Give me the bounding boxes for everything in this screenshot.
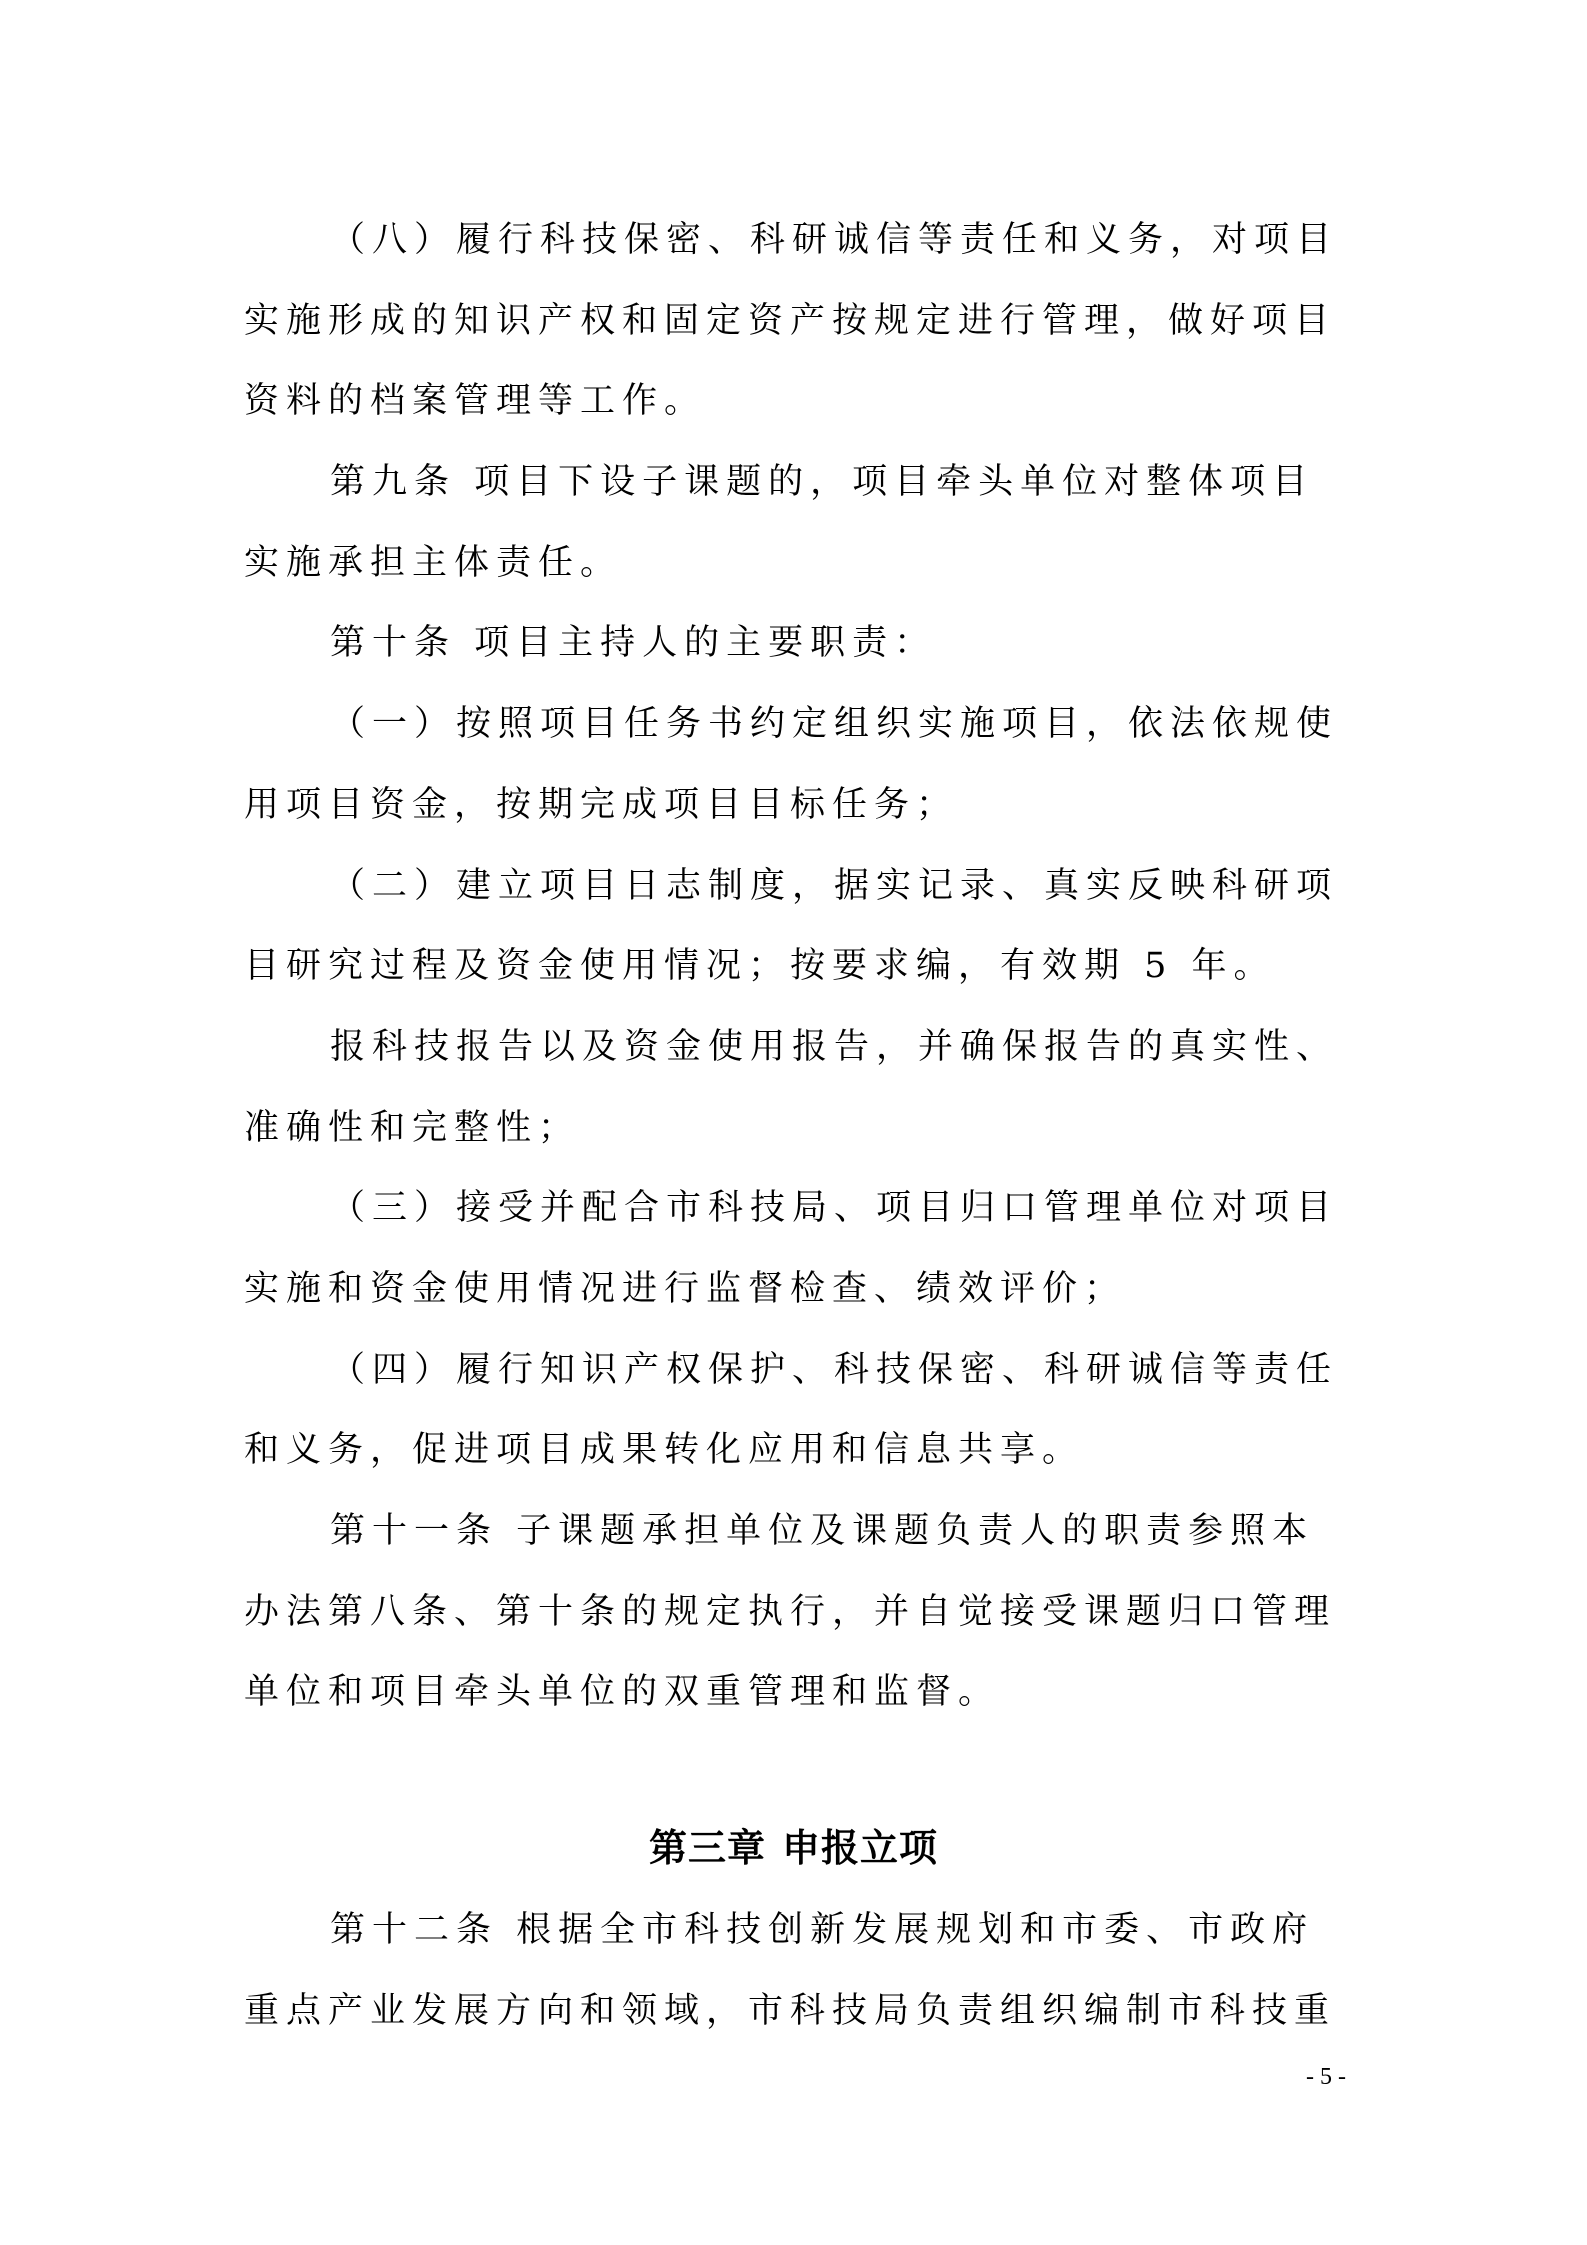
body-text-after-heading [244,1890,1344,2051]
article-10-line: 第十条 项目主持人的主要职责： [330,623,937,664]
paragraph-line: （一）按照项目任务书约定组织实施项目，依法依规使 [330,704,1339,745]
chapter-number: 第三章 [648,1826,766,1870]
paragraph-line: 准确性和完整性； [244,1107,581,1148]
article-12-line: 第十二条 根据全市科技创新发展规划和市委、市政府 [330,1910,1315,1950]
article-11-line: 办法第八条、第十条的规定执行，并自觉接受课题归口管理 [244,1591,1337,1632]
paragraph-line: 实施和资金使用情况进行监督检查、绩效评价； [244,1268,1127,1309]
paragraph-line: 报科技报告以及资金使用报告，并确保报告的真实性、 [330,1026,1339,1067]
paragraph-line: 用项目资金，按期完成项目目标任务； [244,784,959,825]
article-11-line: 单位和项目牵头单位的双重管理和监督。 [244,1672,1001,1713]
chapter-title: 申报立项 [782,1826,939,1870]
paragraph-line: （八）履行科技保密、科研诚信等责任和义务，对项目 [330,220,1339,260]
body-text-before-heading [244,200,1344,1733]
paragraph-line: （四）履行知识产权保护、科技保密、科研诚信等责任 [330,1349,1339,1390]
paragraph-line: 目研究过程及资金使用情况；按要求编，有效期 5 年。 [244,946,1276,987]
article-9-line: 第九条 项目下设子课题的，项目牵头单位对整体项目 [330,462,1315,503]
article-12-line: 重点产业发展方向和领域，市科技局负责组织编制市科技重 [244,1990,1337,2031]
paragraph-line: （三）接受并配合市科技局、项目归口管理单位对项目 [330,1188,1339,1229]
paragraph-line: 和义务，促进项目成果转化应用和信息共享。 [244,1430,1085,1471]
paragraph-line: （二）建立项目日志制度，据实记录、真实反映科研项 [330,865,1339,906]
chapter-heading [0,1808,1587,1888]
page-number: - 5 - [1306,2064,1346,2090]
article-9-line: 实施承担主体责任。 [244,542,623,583]
paragraph-line: 资料的档案管理等工作。 [244,381,707,422]
article-11-line: 第十一条 子课题承担单位及课题负责人的职责参照本 [330,1511,1315,1551]
paragraph-line: 实施形成的知识产权和固定资产按规定进行管理，做好项目 [244,300,1337,341]
